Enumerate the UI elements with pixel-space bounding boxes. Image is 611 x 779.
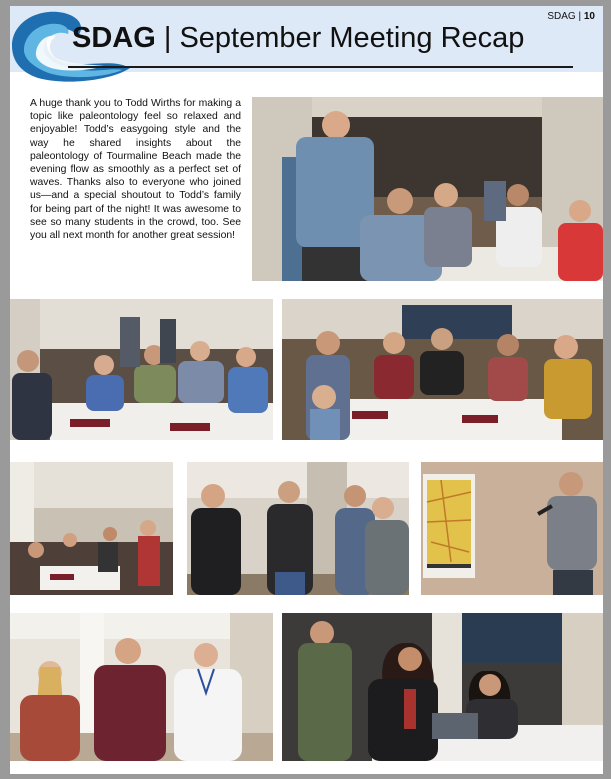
article-text: A huge thank you to Todd Wirths for making a topic like paleontology feel so relaxed and enjoyable! Todd’s easygoing style and the way he shared insights about the paleontology of Tourmaline Beach made the evening flow as smoothly as a perfect set of waves. Thanks also to everyone who joined us—and a special shoutout to Todd’s family for being part of the night! It was awesome to see so many students in the crowd, too. See you all next month for another great session! [30, 98, 241, 242]
photo-three-members [10, 613, 273, 761]
newsletter-page [10, 6, 603, 774]
header-rule [68, 66, 573, 68]
photo-student-table [282, 299, 603, 440]
photo-registration-desk [282, 613, 603, 761]
page-number-tag: SDAG | 10 [547, 11, 595, 22]
photo-table-attendees [10, 299, 273, 440]
photo-members-standing [187, 462, 409, 595]
photo-room-overview [10, 462, 173, 595]
page-title: SDAG | September Meeting Recap [72, 22, 525, 54]
photo-speaker-microphone [421, 462, 603, 595]
photo-speaker-group [252, 97, 603, 281]
page-header [10, 6, 603, 72]
